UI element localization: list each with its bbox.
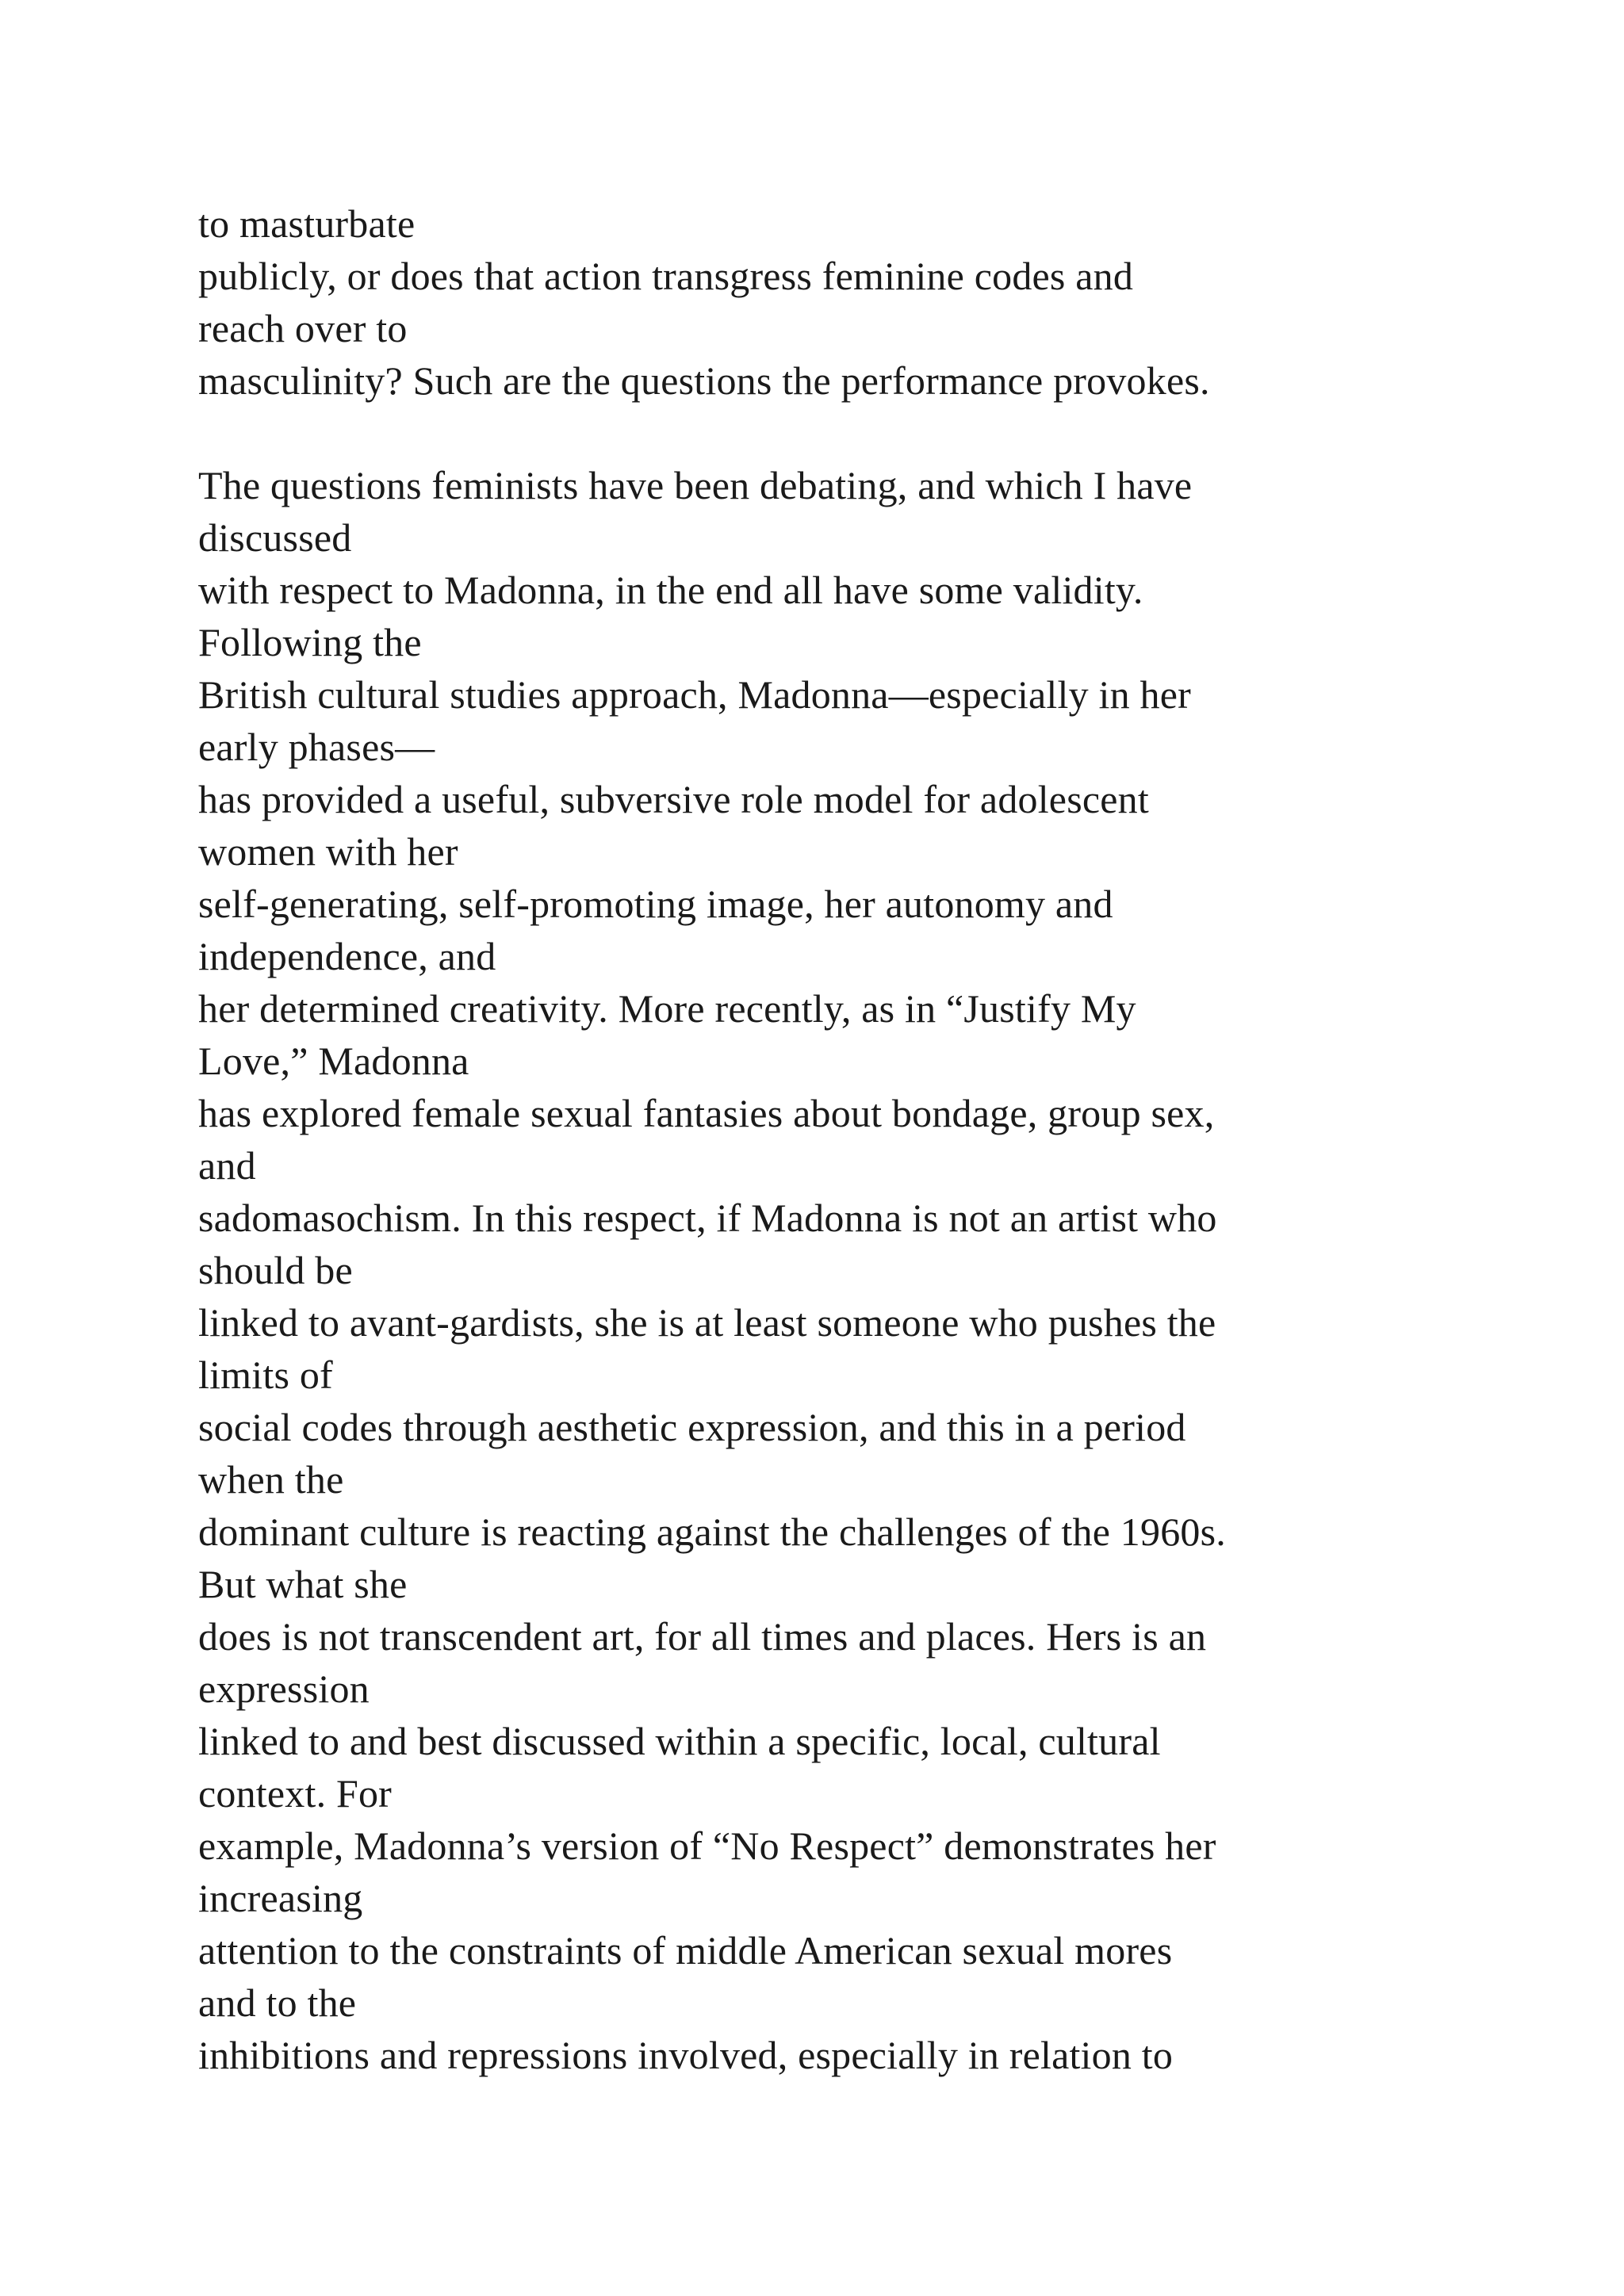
text-line: self-generating, self-promoting image, her autonomy and <box>198 882 1113 926</box>
text-line: sadomasochism. In this respect, if Madonna is not an artist who <box>198 1196 1217 1240</box>
text-line: attention to the constraints of middle American sexual mores <box>198 1928 1173 1973</box>
text-line: masculinity? Such are the questions the performance provokes. <box>198 358 1210 403</box>
text-line: inhibitions and repressions involved, especially in relation to <box>198 2033 1174 2077</box>
text-line: does is not transcendent art, for all times and places. Hers is an <box>198 1614 1207 1659</box>
text-line: has provided a useful, subversive role model for adolescent <box>198 777 1149 821</box>
text-line: British cultural studies approach, Madonna—especially in her <box>198 672 1191 717</box>
text-line: reach over to <box>198 306 408 350</box>
text-line: Following the <box>198 620 422 664</box>
text-line: social codes through aesthetic expression, and this in a period <box>198 1405 1186 1449</box>
text-line: limits of <box>198 1353 333 1397</box>
text-line: expression <box>198 1667 370 1711</box>
text-line: context. For <box>198 1771 393 1816</box>
text-line: increasing <box>198 1876 363 1920</box>
text-line: and to the <box>198 1980 357 2025</box>
text-line: The questions feminists have been debating, and which I have <box>198 463 1193 507</box>
text-line: independence, and <box>198 934 496 978</box>
text-line: when the <box>198 1457 344 1502</box>
text-line: and <box>198 1143 256 1188</box>
text-line: women with her <box>198 829 458 874</box>
paragraph-break <box>198 407 1594 459</box>
text-line: discussed <box>198 515 352 560</box>
text-line: her determined creativity. More recently, as in “Justify My <box>198 986 1136 1031</box>
text-line: publicly, or does that action transgress feminine codes and <box>198 254 1134 298</box>
text-line: should be <box>198 1248 353 1292</box>
text-line: Love,” Madonna <box>198 1039 469 1083</box>
text-line: example, Madonna’s version of “No Respect” demonstrates her <box>198 1823 1216 1868</box>
text-line: linked to and best discussed within a specific, local, cultural <box>198 1719 1161 1763</box>
text-line: linked to avant-gardists, she is at least someone who pushes the <box>198 1300 1216 1345</box>
text-line: early phases— <box>198 725 435 769</box>
text-line: But what she <box>198 1562 408 1606</box>
text-line: dominant culture is reacting against the challenges of the 1960s. <box>198 1510 1226 1554</box>
text-line: to masturbate <box>198 201 416 246</box>
body-text <box>198 197 1594 2081</box>
text-line: with respect to Madonna, in the end all have some validity. <box>198 568 1143 612</box>
text-line: has explored female sexual fantasies about bondage, group sex, <box>198 1091 1215 1135</box>
